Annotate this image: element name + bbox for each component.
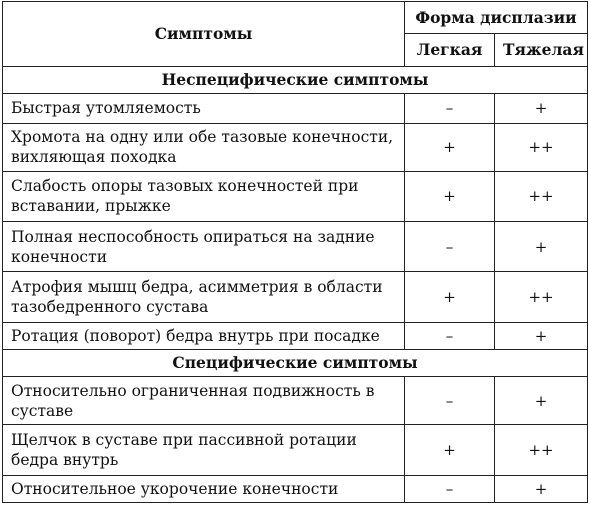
- symptom-cell: Относительное укорочение конечности: [3, 475, 405, 502]
- severe-header: Тяжелая: [495, 34, 588, 66]
- severe-value-cell: ++: [495, 171, 588, 221]
- table-row: [3, 377, 588, 425]
- mild-value-cell: –: [405, 94, 495, 123]
- mild-value-cell: –: [405, 377, 495, 425]
- severe-value-cell: ++: [495, 123, 588, 171]
- severe-value-cell: +: [495, 222, 588, 272]
- severe-value-cell: ++: [495, 272, 588, 322]
- symptom-cell: Щелчок в суставе при пассивной ротации бедра внутрь: [3, 425, 405, 475]
- section-row: [3, 349, 588, 376]
- symptom-cell: Полная неспособность опираться на задние конечности: [3, 222, 405, 272]
- table-row: [3, 123, 588, 171]
- table-row: [3, 272, 588, 322]
- severe-value-cell: ++: [495, 425, 588, 475]
- table-row: [3, 425, 588, 475]
- symptom-cell: Быстрая утомляемость: [3, 94, 405, 123]
- symptom-cell: Относительно ограниченная подвижность в суставе: [3, 377, 405, 425]
- table-body: [3, 2, 588, 503]
- mild-value-cell: +: [405, 272, 495, 322]
- table-row: [3, 171, 588, 221]
- table-row: [3, 222, 588, 272]
- symptoms-header: Симптомы: [3, 2, 405, 67]
- symptom-cell: Слабость опоры тазовых конечностей при вставании, прыжке: [3, 171, 405, 221]
- mild-value-cell: –: [405, 222, 495, 272]
- dysplasia-form-header: Форма дисплазии: [405, 2, 588, 34]
- table-row: [3, 94, 588, 123]
- mild-header: Легкая: [405, 34, 495, 66]
- symptom-cell: Хромота на одну или обе тазовые конечности, вихляющая походка: [3, 123, 405, 171]
- mild-value-cell: –: [405, 322, 495, 349]
- severe-value-cell: +: [495, 475, 588, 502]
- symptom-cell: Атрофия мышц бедра, асимметрия в области тазобедренного сустава: [3, 272, 405, 322]
- table-row: [3, 475, 588, 502]
- section-row: [3, 66, 588, 93]
- severe-value-cell: +: [495, 94, 588, 123]
- dysplasia-symptoms-table: [2, 1, 588, 503]
- section-title: Неспецифические симптомы: [3, 66, 588, 93]
- mild-value-cell: +: [405, 171, 495, 221]
- mild-value-cell: +: [405, 425, 495, 475]
- mild-value-cell: +: [405, 123, 495, 171]
- header-row: [3, 2, 588, 34]
- severe-value-cell: +: [495, 322, 588, 349]
- severe-value-cell: +: [495, 377, 588, 425]
- table-row: [3, 322, 588, 349]
- symptom-cell: Ротация (поворот) бедра внутрь при посадке: [3, 322, 405, 349]
- section-title: Специфические симптомы: [3, 349, 588, 376]
- mild-value-cell: –: [405, 475, 495, 502]
